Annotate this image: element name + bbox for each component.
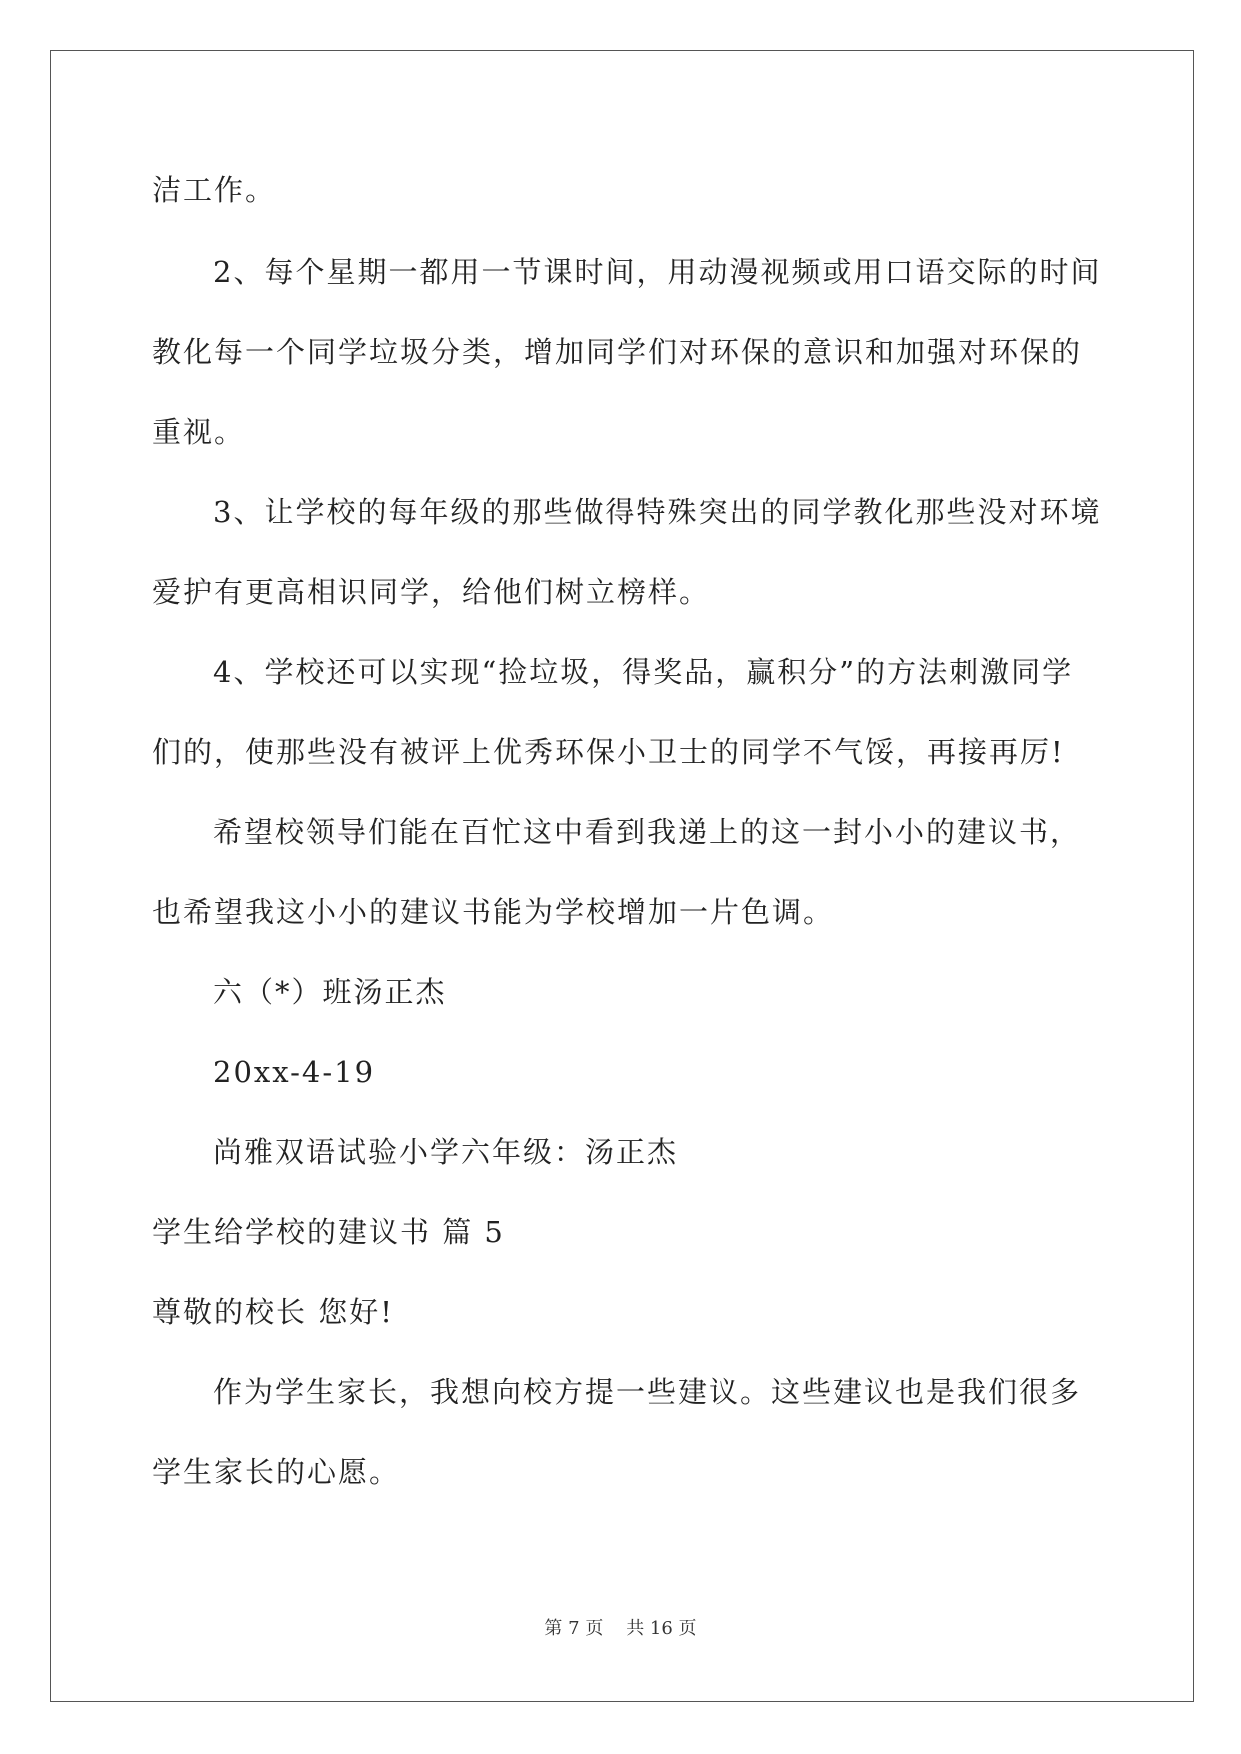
paragraph-line: 2、每个星期一都用一节课时间，用动漫视频或用口语交际的时间 <box>213 255 1102 289</box>
paragraph-line: 学生家长的心愿。 <box>152 1455 401 1489</box>
paragraph-line: 4、学校还可以实现“捡垃圾，得奖品，赢积分”的方法刺激同学 <box>213 655 1074 689</box>
paragraph-line: 作为学生家长，我想向校方提一些建议。这些建议也是我们很多 <box>213 1375 1082 1409</box>
section-heading: 学生给学校的建议书 篇 5 <box>152 1215 505 1249</box>
signature-date: 20xx-4-19 <box>213 1055 376 1089</box>
signature-class-name: 六（*）班汤正杰 <box>213 975 447 1009</box>
paragraph-line: 们的，使那些没有被评上优秀环保小卫士的同学不气馁，再接再厉! <box>152 735 1065 769</box>
paragraph-line: 也希望我这小小的建议书能为学校增加一片色调。 <box>152 895 835 929</box>
signature-school: 尚雅双语试验小学六年级：汤正杰 <box>213 1135 679 1169</box>
paragraph-line: 重视。 <box>152 415 246 449</box>
paragraph-line: 3、让学校的每年级的那些做得特殊突出的同学教化那些没对环境 <box>213 495 1102 529</box>
paragraph-line: 爱护有更高相识同学，给他们树立榜样。 <box>152 575 711 609</box>
paragraph-line: 希望校领导们能在百忙这中看到我递上的这一封小小的建议书， <box>213 815 1082 849</box>
paragraph-line: 洁工作。 <box>152 173 277 207</box>
salutation: 尊敬的校长 您好! <box>152 1295 394 1329</box>
page-number-footer: 第 7 页 共 16 页 <box>544 1618 697 1639</box>
paragraph-line: 教化每一个同学垃圾分类，增加同学们对环保的意识和加强对环保的 <box>152 335 1083 369</box>
